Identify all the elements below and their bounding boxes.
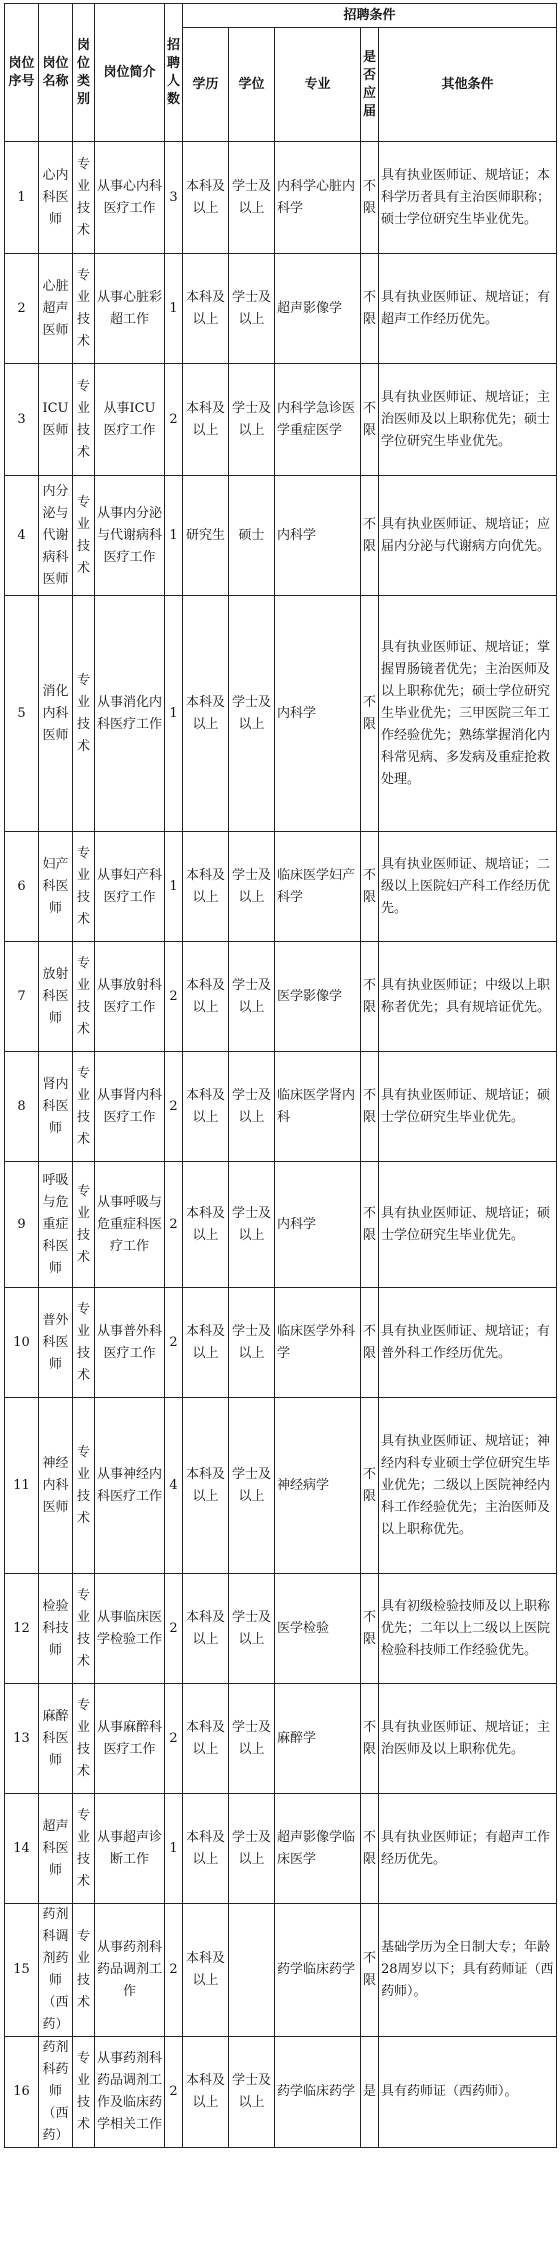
post-type: 专业技术 (73, 1398, 95, 1574)
post-fresh-graduate: 不限 (361, 1904, 379, 2037)
header-group: 招聘条件 (183, 4, 557, 28)
post-intro: 从事神经内科医疗工作 (95, 1398, 165, 1574)
header-edu: 学历 (183, 28, 229, 142)
post-name: 内分泌与代谢病科医师 (39, 476, 73, 596)
table-row (5, 1794, 557, 1904)
post-degree: 学士及以上 (229, 1574, 275, 1684)
post-other-requirements: 具有执业医师证、规培证；硕士学位研究生毕业优先。 (379, 1052, 557, 1162)
post-intro: 从事临床医学检验工作 (95, 1574, 165, 1684)
post-name: 普外科医师 (39, 1288, 73, 1398)
table-row (5, 254, 557, 364)
post-seq: 8 (5, 1052, 39, 1162)
post-fresh-graduate: 不限 (361, 1162, 379, 1288)
header-other: 其他条件 (379, 28, 557, 142)
table-row (5, 1398, 557, 1574)
post-education: 本科及以上 (183, 1052, 229, 1162)
post-major: 临床医学外科学 (275, 1288, 361, 1398)
post-type: 专业技术 (73, 1904, 95, 2037)
post-other-requirements: 具有药师证（西药师）。 (379, 2037, 557, 2148)
post-intro: 从事妇产科医疗工作 (95, 832, 165, 942)
post-education: 本科及以上 (183, 832, 229, 942)
post-major: 内科学 (275, 476, 361, 596)
post-fresh-graduate: 不限 (361, 254, 379, 364)
post-count: 1 (165, 254, 183, 364)
post-degree: 学士及以上 (229, 942, 275, 1052)
post-seq: 12 (5, 1574, 39, 1684)
post-education: 本科及以上 (183, 1574, 229, 1684)
post-education: 本科及以上 (183, 1288, 229, 1398)
post-name: 放射科医师 (39, 942, 73, 1052)
header-seq: 岗位序号 (5, 4, 39, 142)
post-type: 专业技术 (73, 1288, 95, 1398)
post-degree: 学士及以上 (229, 1162, 275, 1288)
post-intro: 从事呼吸与危重症科医疗工作 (95, 1162, 165, 1288)
post-seq: 9 (5, 1162, 39, 1288)
post-degree: 学士及以上 (229, 596, 275, 832)
post-intro: 从事心内科医疗工作 (95, 142, 165, 254)
post-name: 神经内科医师 (39, 1398, 73, 1574)
post-major: 临床医学妇产科学 (275, 832, 361, 942)
post-count: 2 (165, 1684, 183, 1794)
post-fresh-graduate: 不限 (361, 1052, 379, 1162)
post-type: 专业技术 (73, 1794, 95, 1904)
post-type: 专业技术 (73, 254, 95, 364)
post-seq: 10 (5, 1288, 39, 1398)
post-fresh-graduate: 不限 (361, 1684, 379, 1794)
post-major: 神经病学 (275, 1398, 361, 1574)
post-degree: 学士及以上 (229, 1288, 275, 1398)
post-count: 1 (165, 832, 183, 942)
post-education: 研究生 (183, 476, 229, 596)
post-type: 专业技术 (73, 1052, 95, 1162)
post-type: 专业技术 (73, 1684, 95, 1794)
table-row (5, 942, 557, 1052)
post-count: 2 (165, 1904, 183, 2037)
post-degree: 学士及以上 (229, 1794, 275, 1904)
post-other-requirements: 具有执业医师证、规培证；应届内分泌与代谢病方向优先。 (379, 476, 557, 596)
post-fresh-graduate: 不限 (361, 1398, 379, 1574)
table-row (5, 1574, 557, 1684)
table-row (5, 476, 557, 596)
post-seq: 13 (5, 1684, 39, 1794)
header-type: 岗位类别 (73, 4, 95, 142)
post-name: 药剂科药师（西药） (39, 2037, 73, 2148)
post-seq: 3 (5, 364, 39, 476)
post-degree: 学士及以上 (229, 1052, 275, 1162)
post-type: 专业技术 (73, 1574, 95, 1684)
table-row (5, 1684, 557, 1794)
post-other-requirements: 具有执业医师证、规培证；主治医师及以上职称优先。 (379, 1684, 557, 1794)
header-intro: 岗位简介 (95, 4, 165, 142)
post-education: 本科及以上 (183, 1398, 229, 1574)
post-other-requirements: 具有执业医师证、规培证；掌握胃肠镜者优先；主治医师及以上职称优先；硕士学位研究生毕业优先；三甲医院三年工作经验优先；熟练掌握消化内科常见病、多发病及重症抢救处理。 (379, 596, 557, 832)
post-count: 2 (165, 364, 183, 476)
post-degree: 学士及以上 (229, 142, 275, 254)
post-name: 妇产科医师 (39, 832, 73, 942)
post-fresh-graduate: 不限 (361, 832, 379, 942)
post-name: 心脏超声医师 (39, 254, 73, 364)
post-major: 药学临床药学 (275, 2037, 361, 2148)
table-row (5, 364, 557, 476)
table-row (5, 2037, 557, 2148)
table-row (5, 1904, 557, 2037)
post-type: 专业技术 (73, 942, 95, 1052)
post-type: 专业技术 (73, 476, 95, 596)
header-fresh: 是否应届 (361, 28, 379, 142)
post-major: 医学影像学 (275, 942, 361, 1052)
post-intro: 从事超声诊断工作 (95, 1794, 165, 1904)
post-type: 专业技术 (73, 832, 95, 942)
table-body (5, 142, 557, 2148)
post-intro: 从事药剂科药品调剂工作 (95, 1904, 165, 2037)
post-name: 药剂科调剂药师（西药） (39, 1904, 73, 2037)
post-education: 本科及以上 (183, 942, 229, 1052)
post-seq: 7 (5, 942, 39, 1052)
post-fresh-graduate: 不限 (361, 1794, 379, 1904)
post-degree: 硕士 (229, 476, 275, 596)
post-education: 本科及以上 (183, 364, 229, 476)
table-row (5, 832, 557, 942)
post-intro: 从事药剂科药品调剂工作及临床药学相关工作 (95, 2037, 165, 2148)
post-other-requirements: 具有执业医师证、规培证；本科学历者具有主治医师职称；硕士学位研究生毕业优先。 (379, 142, 557, 254)
post-degree: 学士及以上 (229, 254, 275, 364)
post-education: 本科及以上 (183, 1794, 229, 1904)
post-major: 内科学急诊医学重症医学 (275, 364, 361, 476)
post-seq: 11 (5, 1398, 39, 1574)
post-degree: 学士及以上 (229, 832, 275, 942)
post-major: 药学临床药学 (275, 1904, 361, 2037)
post-other-requirements: 具有执业医师证；有超声工作经历优先。 (379, 1794, 557, 1904)
post-fresh-graduate: 不限 (361, 364, 379, 476)
post-other-requirements: 具有执业医师证、规培证；主治医师及以上职称优先；硕士学位研究生毕业优先。 (379, 364, 557, 476)
table-row (5, 142, 557, 254)
post-fresh-graduate: 是 (361, 2037, 379, 2148)
post-degree: 学士及以上 (229, 1398, 275, 1574)
post-fresh-graduate: 不限 (361, 1288, 379, 1398)
header-major: 专业 (275, 28, 361, 142)
post-seq: 5 (5, 596, 39, 832)
post-fresh-graduate: 不限 (361, 476, 379, 596)
post-seq: 15 (5, 1904, 39, 2037)
post-fresh-graduate: 不限 (361, 942, 379, 1052)
table-row (5, 1288, 557, 1398)
post-major: 内科学心脏内科学 (275, 142, 361, 254)
post-type: 专业技术 (73, 1162, 95, 1288)
post-major: 超声影像学 (275, 254, 361, 364)
post-seq: 4 (5, 476, 39, 596)
post-name: 心内科医师 (39, 142, 73, 254)
header-degree: 学位 (229, 28, 275, 142)
post-intro: 从事心脏彩超工作 (95, 254, 165, 364)
post-seq: 2 (5, 254, 39, 364)
post-seq: 1 (5, 142, 39, 254)
post-fresh-graduate: 不限 (361, 142, 379, 254)
post-education: 本科及以上 (183, 254, 229, 364)
post-fresh-graduate: 不限 (361, 1574, 379, 1684)
post-count: 2 (165, 1288, 183, 1398)
post-type: 专业技术 (73, 142, 95, 254)
post-other-requirements: 具有执业医师证、规培证；神经内科专业硕士学位研究生毕业优先；二级以上医院神经内科工作经验优先；主治医师及以上职称优先。 (379, 1398, 557, 1574)
post-type: 专业技术 (73, 596, 95, 832)
post-other-requirements: 具有初级检验技师及以上职称优先；二年以上二级以上医院检验科技师工作经验优先。 (379, 1574, 557, 1684)
post-name: 检验科技师 (39, 1574, 73, 1684)
post-degree: 学士及以上 (229, 2037, 275, 2148)
table-row (5, 1162, 557, 1288)
post-other-requirements: 具有执业医师证、规培证；硕士学位研究生毕业优先。 (379, 1162, 557, 1288)
post-other-requirements: 基础学历为全日制大专；年龄28周岁以下；具有药师证（西药师）。 (379, 1904, 557, 2037)
post-education: 本科及以上 (183, 1162, 229, 1288)
post-count: 3 (165, 142, 183, 254)
post-seq: 14 (5, 1794, 39, 1904)
post-name: 呼吸与危重症科医师 (39, 1162, 73, 1288)
post-name: 麻醉科医师 (39, 1684, 73, 1794)
post-other-requirements: 具有执业医师证、规培证；二级以上医院妇产科工作经历优先。 (379, 832, 557, 942)
header-count: 招聘人数 (165, 4, 183, 142)
post-major: 医学检验 (275, 1574, 361, 1684)
post-name: 肾内科医师 (39, 1052, 73, 1162)
post-major: 超声影像学临床医学 (275, 1794, 361, 1904)
post-degree: 学士及以上 (229, 364, 275, 476)
post-education: 本科及以上 (183, 1904, 229, 2037)
post-name: 超声科医师 (39, 1794, 73, 1904)
post-degree: 学士及以上 (229, 1684, 275, 1794)
header-row-top (5, 4, 557, 28)
post-name: ICU医师 (39, 364, 73, 476)
post-degree (229, 1904, 275, 2037)
post-other-requirements: 具有执业医师证；中级以上职称者优先；具有规培证优先。 (379, 942, 557, 1052)
post-intro: 从事内分泌与代谢病科医疗工作 (95, 476, 165, 596)
table-row (5, 1052, 557, 1162)
header-name: 岗位名称 (39, 4, 73, 142)
post-count: 1 (165, 596, 183, 832)
post-count: 2 (165, 1162, 183, 1288)
post-count: 2 (165, 1052, 183, 1162)
post-education: 本科及以上 (183, 1684, 229, 1794)
post-seq: 16 (5, 2037, 39, 2148)
post-intro: 从事消化内科医疗工作 (95, 596, 165, 832)
post-major: 内科学 (275, 1162, 361, 1288)
post-other-requirements: 具有执业医师证、规培证；有超声工作经历优先。 (379, 254, 557, 364)
post-name: 消化内科医师 (39, 596, 73, 832)
table-row (5, 596, 557, 832)
post-seq: 6 (5, 832, 39, 942)
post-count: 1 (165, 476, 183, 596)
post-intro: 从事放射科医疗工作 (95, 942, 165, 1052)
post-count: 2 (165, 942, 183, 1052)
post-count: 1 (165, 1794, 183, 1904)
post-other-requirements: 具有执业医师证、规培证；有普外科工作经历优先。 (379, 1288, 557, 1398)
post-type: 专业技术 (73, 2037, 95, 2148)
post-intro: 从事普外科医疗工作 (95, 1288, 165, 1398)
post-education: 本科及以上 (183, 596, 229, 832)
post-major: 内科学 (275, 596, 361, 832)
post-major: 临床医学肾内科 (275, 1052, 361, 1162)
post-fresh-graduate: 不限 (361, 596, 379, 832)
post-major: 麻醉学 (275, 1684, 361, 1794)
post-education: 本科及以上 (183, 2037, 229, 2148)
post-count: 4 (165, 1398, 183, 1574)
post-intro: 从事ICU医疗工作 (95, 364, 165, 476)
post-type: 专业技术 (73, 364, 95, 476)
post-intro: 从事麻醉科医疗工作 (95, 1684, 165, 1794)
post-count: 2 (165, 1574, 183, 1684)
post-education: 本科及以上 (183, 142, 229, 254)
post-count: 2 (165, 2037, 183, 2148)
post-intro: 从事肾内科医疗工作 (95, 1052, 165, 1162)
recruitment-table (4, 3, 557, 2148)
